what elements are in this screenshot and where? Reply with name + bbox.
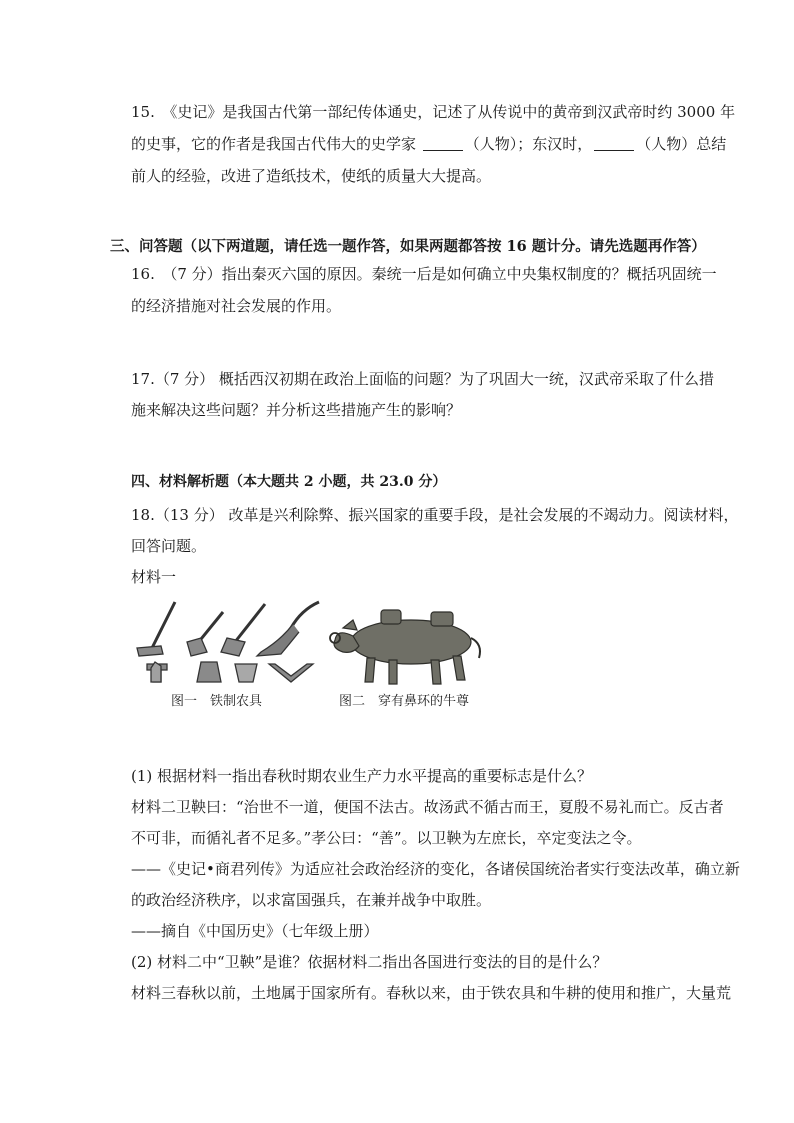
iron-tools-illustration (137, 602, 319, 682)
q17-line-1: 17.（7 分） 概括西汉初期在政治上面临的问题？为了巩固大一统，汉武帝采取了什么措 (131, 370, 714, 388)
answer-blank-2[interactable] (594, 136, 634, 151)
sub-question-2: (2) 材料二中“卫鞅”是谁？依据材料二指出各国进行变法的目的是什么？ (131, 953, 608, 971)
figure-1-caption: 图一 铁制农具 (171, 694, 263, 709)
q18-line-1: 18.（13 分） 改革是兴利除弊、振兴国家的重要手段，是社会发展的不竭动力。阅读材料， (131, 506, 739, 524)
q16-line-1: 16. （7 分）指出秦灭六国的原因。秦统一后是如何确立中央集权制度的？概括巩固统一 (131, 265, 717, 283)
q18-line-2: 回答问题。 (131, 537, 207, 555)
q15-text-a: 的史事，它的作者是我国古代伟大的史学家 (131, 135, 421, 153)
section-4-heading: 四、材料解析题（本大题共 2 小题，共 23.0 分） (131, 474, 447, 490)
material-2-line-4: 的政治经济秩序，以求富国强兵，在兼并战争中取胜。 (131, 891, 492, 909)
answer-blank-1[interactable] (423, 136, 463, 151)
material-2-source: ——摘自《中国历史》（七年级上册） (131, 922, 379, 940)
material-1-label: 材料一 (131, 568, 177, 586)
section-3-heading: 三、问答题（以下两道题，请任选一题作答，如果两题都答按 16 题计分。请先选题再作答） (110, 238, 706, 255)
q15-line-2 (131, 134, 727, 154)
material-2-line-1: 材料二卫鞅曰：“治世不一道，便国不法古。故汤武不循古而王，夏殷不易礼而亡。反古者 (131, 798, 724, 816)
material-3-line-1: 材料三春秋以前，土地属于国家所有。春秋以来，由于铁农具和牛耕的使用和推广，大量荒 (131, 984, 732, 1002)
q15-text-c: （人物）总结 (636, 135, 727, 153)
q15-text-b: （人物）；东汉时， (464, 135, 593, 153)
bronze-ox-zun-illustration (330, 610, 480, 684)
q16-line-2: 的经济措施对社会发展的作用。 (131, 297, 342, 315)
q15-line-1: 15. 《史记》是我国古代第一部纪传体通史，记述了从传说中的黄帝到汉武帝时约 3000 年 (131, 103, 736, 121)
material-2-line-3: ——《史记•商君列传》为适应社会政治经济的变化，各诸侯国统治者实行变法改革，确立新 (131, 860, 740, 878)
q17-line-2: 施来解决这些问题？并分析这些措施产生的影响？ (131, 401, 462, 419)
figure-2-caption: 图二 穿有鼻环的牛尊 (339, 694, 470, 709)
sub-question-1: (1) 根据材料一指出春秋时期农业生产力水平提高的重要标志是什么？ (131, 767, 593, 785)
material-2-line-2: 不可非，而循礼者不足多。”孝公曰：“善”。以卫鞅为左庶长，卒定变法之令。 (131, 829, 642, 847)
q15-line-3: 前人的经验，改进了造纸技术，使纸的质量大大提高。 (131, 167, 492, 185)
